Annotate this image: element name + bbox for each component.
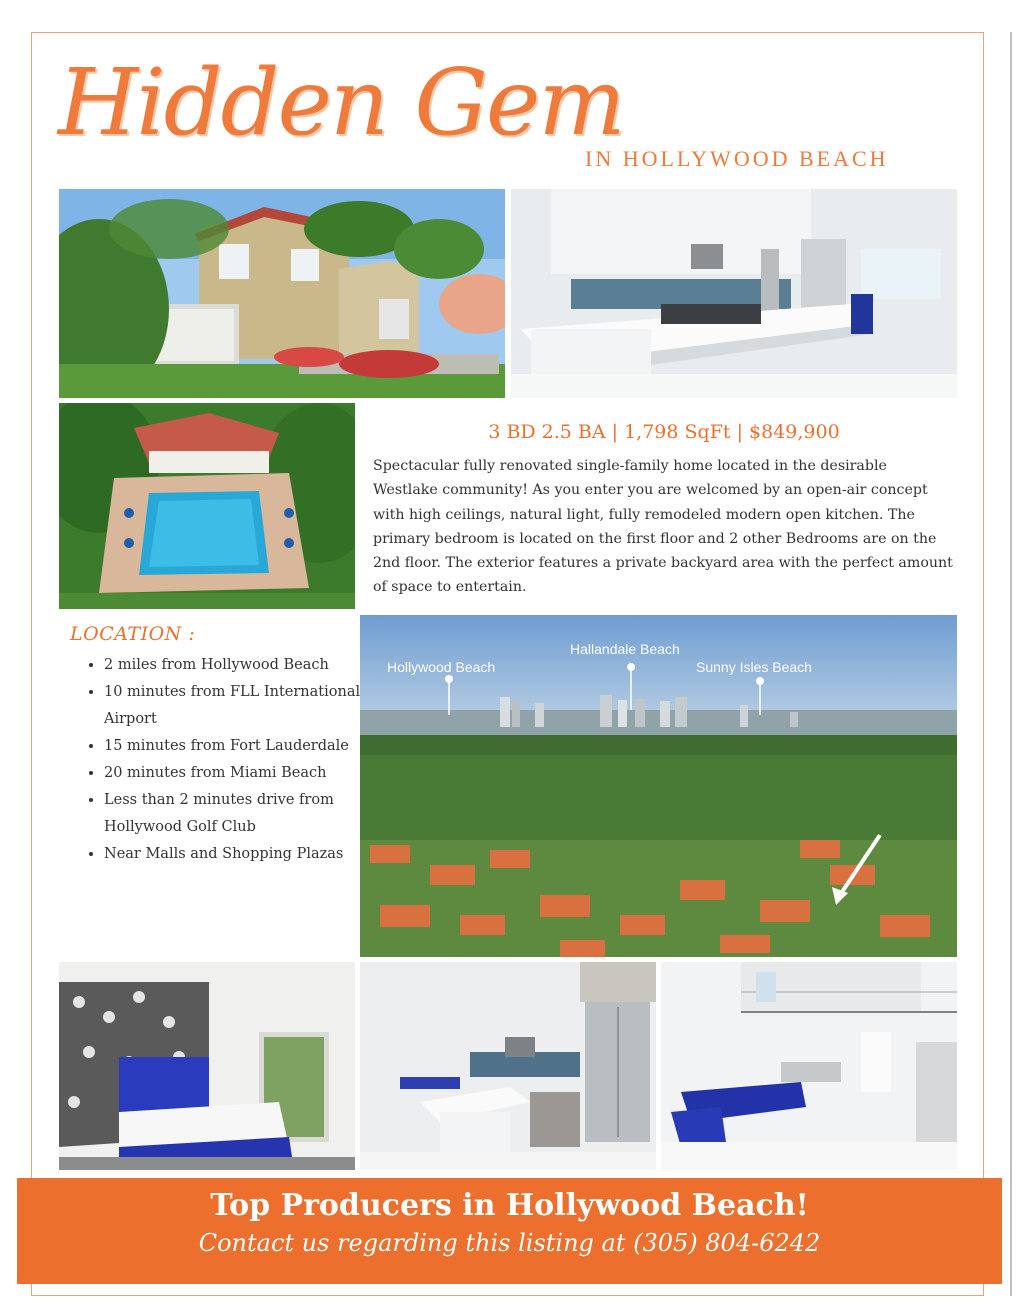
- kitchen-photo: [511, 189, 957, 398]
- list-item: • 10 minutes from FLL International Airport: [104, 679, 372, 733]
- banner-headline: Top Producers in Hollywood Beach!: [210, 1188, 809, 1223]
- banner-contact: Contact us regarding this listing at (305) 804-6242: [198, 1229, 821, 1257]
- exterior-photo: [59, 189, 505, 398]
- page-edge: [1010, 32, 1012, 1296]
- pool-photo: [59, 403, 355, 609]
- location-list: [84, 652, 372, 868]
- label-hollywood-beach: Hollywood Beach: [387, 659, 496, 675]
- kitchen-fridge-photo: [360, 962, 656, 1170]
- page-subtitle: IN HOLLYWOOD BEACH: [585, 146, 889, 171]
- label-hallandale-beach: Hallandale Beach: [570, 641, 680, 657]
- location-heading: LOCATION :: [70, 623, 196, 645]
- page-title: Hidden Gem: [58, 49, 624, 156]
- living-room-photo: [661, 962, 957, 1170]
- listing-description: Spectacular fully renovated single-family home located in the desirable Westlake community! As you enter you are welcomed by an open-air concept with high ceilings, natural light, fully remodeled modern open kitchen. The primary bedroom is located on the first floor and 2 other Bedrooms are on the 2nd floor. The exterior features a private backyard area with the perfect amount of space to entertain.: [373, 458, 953, 596]
- list-item: • Near Malls and Shopping Plazas: [104, 841, 372, 868]
- list-item: • 20 minutes from Miami Beach: [104, 760, 372, 787]
- label-sunny-isles-beach: Sunny Isles Beach: [696, 659, 812, 675]
- list-item: • Less than 2 minutes drive from Hollywood Golf Club: [104, 787, 372, 841]
- aerial-photo: [360, 615, 957, 957]
- list-item: • 2 miles from Hollywood Beach: [104, 652, 372, 679]
- list-item: • 15 minutes from Fort Lauderdale: [104, 733, 372, 760]
- contact-banner: [17, 1178, 1002, 1284]
- bedroom-photo: [59, 962, 355, 1170]
- listing-specs: 3 BD 2.5 BA | 1,798 SqFt | $849,900: [488, 421, 840, 443]
